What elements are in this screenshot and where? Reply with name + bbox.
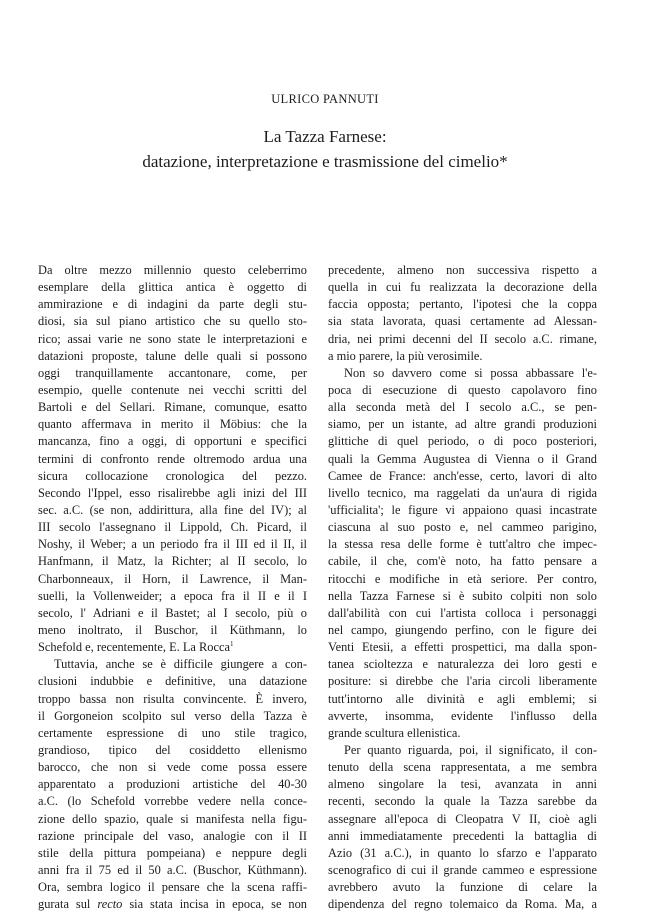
text-line: clusioni indubbie e definitive, una datazione [38, 674, 307, 689]
text-line: assegnare all'epoca di Cleopatra V II, cioè agli [328, 811, 597, 826]
text-line: sicura collocazione cronologica del pezzo. [38, 468, 307, 483]
italic-word: recto [97, 897, 123, 912]
text-line: nel campo, giungendo perfino, con le figure dei [328, 622, 597, 637]
text-line: tenuto della scena rappresentata, a me sembra [328, 760, 597, 775]
text-line: esemplare della glittica antica è oggetto di [38, 280, 307, 295]
text-line: razione principale del vaso, analogie con il II [38, 828, 307, 843]
text-line: precedente, almeno non successiva rispetto a [328, 263, 597, 277]
text-line: mancanza, fino a oggi, di opportuni e specifici [38, 434, 307, 449]
title-line-2: datazione, interpretazione e trasmissione del cimelio* [142, 152, 508, 171]
text-line: nella Tazza Farnese si è subito colpiti non solo [328, 588, 597, 603]
text-line: quella in cui fu realizzata la decorazione della [328, 280, 597, 295]
text-line: a mio parere, la più verosimile. [328, 348, 483, 363]
text-line: Ora, sembra logico il pensare che la scena raffi- [38, 880, 307, 895]
text-line: esempio, quelle contenute nei vecchi scritti del [38, 382, 307, 397]
text-line: la stessa resa delle forme è tutt'altro che impec- [328, 537, 597, 552]
footnote-marker: 1 [229, 639, 234, 648]
text-line: diosi, sia sul piano artistico che su quello sto- [38, 314, 307, 329]
text-line: certamente espressione di uno stile tragico, [38, 725, 307, 740]
text-line: Azio (31 a.C.), in quanto lo sfarzo e l'apparato [328, 845, 597, 860]
text-line: 'ufficialita'; le figure vi appaiono quasi incastrate [328, 502, 597, 517]
text-line: avrebbero avuto la funzione di celare la [328, 880, 597, 895]
text-line: rico; assai varie ne sono state le interpretazioni e [38, 331, 307, 346]
text-line: poca di esecuzione di questo capolavoro fino [328, 382, 597, 397]
left-text-column [38, 262, 307, 913]
text-line: anni fra il 75 ed il 50 a.C. (Buschor, Küthmann). [38, 862, 307, 877]
text-line: grandioso, tipico del cosiddetto ellenismo [38, 742, 307, 757]
text-line: a.C. (lo Schefold vorrebbe vedere nella conce- [38, 794, 307, 809]
text-line: Venti Etesii, a effetti prospettici, ma dalla spon- [328, 640, 597, 655]
text-line: zione dello spazio, quale si manifesta nella figu- [38, 811, 307, 826]
text-line: III secolo l'assegnano il Lippold, Ch. Picard, il [38, 520, 307, 535]
text-line: grande scultura ellenistica. [328, 725, 461, 740]
text-fragment: gurata sul [38, 897, 91, 912]
text-line: scenografico di cui il grande cammeo e espressione [328, 862, 597, 877]
text-line: ammirazione e di indagini da parte degli stu- [38, 297, 307, 312]
text-line: tanea scioltezza e naturalezza dei loro gesti e [328, 657, 597, 672]
article-title [0, 124, 650, 174]
author-name: ULRICO PANNUTI [271, 92, 379, 106]
text-line: suelli, la Vollenweider; a epoca fra il II e il I [38, 588, 307, 603]
text-line: cabile, il che, com'è noto, ha fatto pensare a [328, 554, 597, 569]
text-line [38, 639, 307, 656]
text-line: Per quanto riguarda, poi, il significato, il con- [344, 742, 597, 757]
text-line [38, 896, 307, 913]
text-line: ritocchi e modifiche in età seriore. Per contro, [328, 571, 597, 586]
right-text-column [328, 262, 597, 913]
text-line: siamo, per un istante, ad altre grandi produzioni [328, 417, 597, 432]
text-line: sia stata lavorata, quasi certamente ad Alessan- [328, 314, 597, 329]
text-line: almeno singolare la tesi, avanzata in anni [328, 777, 597, 792]
text-line: alla seconda metà del I secolo a.C., se pen- [328, 400, 597, 415]
text-line: sec. a.C. (se non, addirittura, alla fine del IV); al [38, 502, 307, 517]
text-line: Bartoli e del Sellari. Rimane, comunque, esatto [38, 400, 307, 415]
text-line: Tuttavia, anche se è difficile giungere a con- [54, 657, 307, 672]
text-line: faccia opposta; pertanto, l'ipotesi che la coppa [328, 297, 597, 312]
text-line: quanto affermava in merito il Möbius: che la [38, 417, 307, 432]
text-line: positure: si direbbe che l'aria circoli liberamente [328, 674, 597, 689]
text-line: dipendenza del regno tolemaico da Roma. Ma, a [328, 897, 597, 912]
text-line: termini di confronto rende oltremodo ardua una [38, 451, 307, 466]
text-line: ciascuna al suo posto e, nel cammeo parigino, [328, 520, 597, 535]
text-line: Camee de France: anch'esse, certo, lavori di alto [328, 468, 597, 483]
text-line: Secondo l'Ippel, esso risalirebbe agli inizi del III [38, 485, 307, 500]
text-line: meno inoltrato, il Buschor, il Küthmann, lo [38, 622, 307, 637]
text-line: glittiche di quel periodo, o di poco posteriori, [328, 434, 597, 449]
text-line: Non so davvero come si possa abbassare l'e- [344, 365, 597, 380]
text-line: apparentato a produzioni artistiche del 40-30 [38, 777, 307, 792]
text-line: tutt'intorno alle divinità e agli emblemi; si [328, 691, 597, 706]
text-line: stile della pittura pompeiana) e neppure degli [38, 845, 307, 860]
text-fragment: sia stata incisa in epoca, se non [129, 897, 307, 912]
text-line: Charbonneaux, il Horn, il Lawrence, il Man- [38, 571, 307, 586]
text-line: livello tecnico, ma raggelati da un'aura di rigida [328, 485, 597, 500]
text-line: il Gorgoneion scolpito sul verso della Tazza è [38, 708, 307, 723]
text-line: quali la Gemma Augustea di Vienna o il Grand [328, 451, 597, 466]
title-line-1: La Tazza Farnese: [263, 127, 387, 146]
text-fragment: Schefold e, recentemente, E. La Rocca [38, 640, 230, 655]
text-line: barocco, che non si vede come possa essere [38, 760, 307, 775]
text-line: troppo bassa non risulta convincente. È invero, [38, 691, 307, 706]
text-line: anni immediatamente precedenti la battaglia di [328, 828, 597, 843]
text-line: Hanfmann, il Matz, la Richter; al II secolo, lo [38, 554, 307, 569]
text-line: secolo, l' Adriani e il Bastet; al I secolo, più o [38, 605, 307, 620]
text-line: dria, nei primi decenni del II secolo a.C. rimane, [328, 331, 597, 346]
text-line: avverte, insomma, evidente l'influsso della [328, 708, 597, 723]
text-line: dall'abilità con cui l'artista colloca i personaggi [328, 605, 597, 620]
text-line: Noshy, il Weber; a un periodo fra il III ed il II, il [38, 537, 307, 552]
text-line: datazioni proposte, talune delle quali si possono [38, 348, 307, 363]
text-line: recenti, secondo la quale la Tazza sarebbe da [328, 794, 597, 809]
text-line: oggi tranquillamente accantonare, come, per [38, 365, 307, 380]
text-line: Da oltre mezzo millennio questo celeberrimo [38, 263, 307, 277]
